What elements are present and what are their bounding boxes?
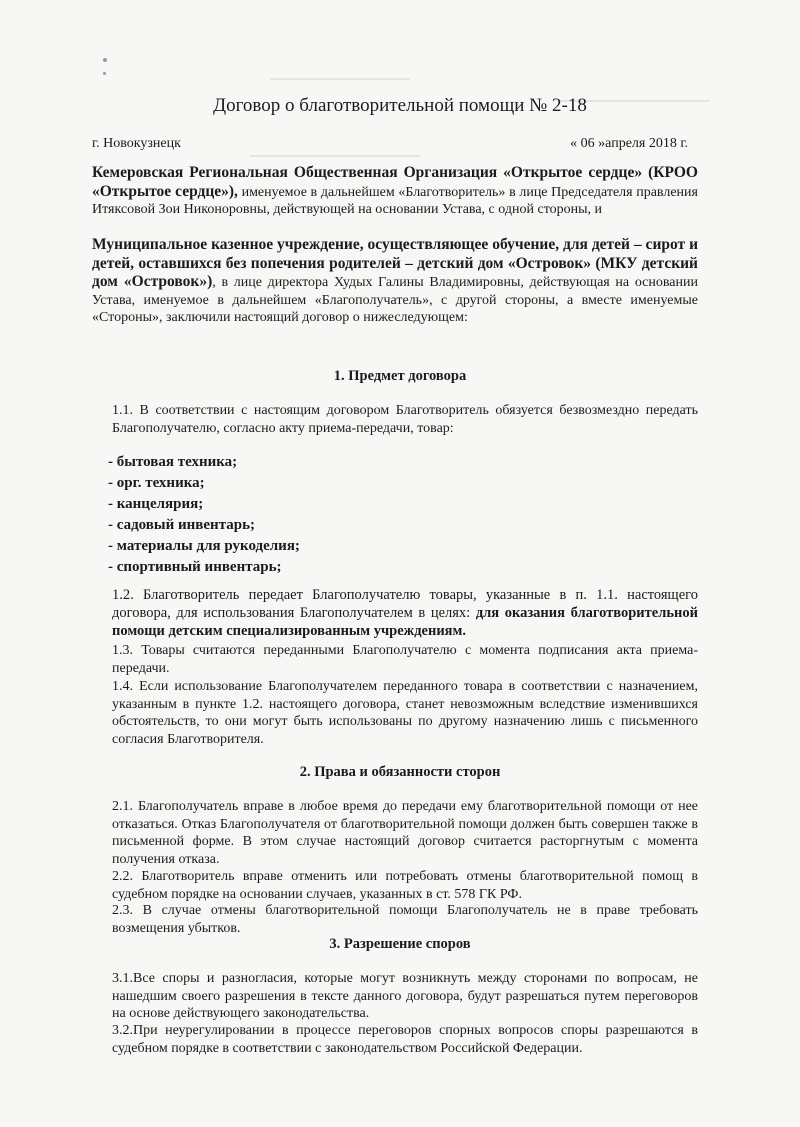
document-date: « 06 »апреля 2018 г. bbox=[570, 136, 688, 151]
clause-3-2: 3.2.При неурегулировании в процессе переговоров спорных вопросов споры разрешаются в судебном порядке в соответствии с законодательством Российской Федерации. bbox=[112, 1023, 698, 1056]
section-1-heading: 1. Предмет договора bbox=[333, 368, 467, 384]
section-2-heading: 2. Права и обязанности сторон bbox=[299, 764, 501, 780]
goods-list-item: - бытовая техника; bbox=[108, 454, 238, 470]
goods-list-item: - орг. техника; bbox=[108, 475, 205, 491]
bleed-through-mark bbox=[250, 155, 420, 157]
document-city: г. Новокузнецк bbox=[92, 136, 181, 151]
document-title: Договор о благотворительной помощи № 2-18 bbox=[213, 95, 587, 116]
clause-2-2: 2.2. Благотворитель вправе отменить или потребовать отмены благотворительной помощ в судебном порядке на основании случаев, указанных в ст. 578 ГК РФ. bbox=[112, 869, 698, 902]
goods-list-item: - материалы для рукоделия; bbox=[108, 538, 300, 554]
clause-1-2 bbox=[112, 586, 698, 640]
recipient-name: Муниципальное казенное учреждение, осуществляющее обучение, для детей – сирот и детей, оставшихся без попечения родителей – детский дом «Островок» (МКУ детский дом «Островок») bbox=[92, 236, 698, 290]
clause-1-4: 1.4. Если использование Благополучателем переданного товара в соответствии с назначением, указанным в пункте 1.2. настоящего договора, станет невозможным вследствие изменившихся обстоятельств, то они могут быть использованы по другому назначению лишь с письменного согласия Благотворителя. bbox=[112, 679, 698, 747]
clause-1-3: 1.3. Товары считаются переданными Благополучателю с момента подписания акта приема-передачи. bbox=[112, 643, 698, 676]
clause-3-1: 3.1.Все споры и разногласия, которые могут возникнуть между сторонами по вопросам, не нашедшим своего разрешения в тексте данного договора, будут разрешаться путем переговоров на основе действующего законодательства. bbox=[112, 971, 698, 1021]
section-3-heading: 3. Разрешение споров bbox=[329, 936, 471, 952]
scan-speck bbox=[103, 72, 106, 75]
clause-2-3: 2.3. В случае отмены благотворительной помощи Благополучатель не в праве требовать возмещения убытков. bbox=[112, 903, 698, 936]
recipient-paragraph bbox=[92, 236, 698, 327]
goods-list bbox=[108, 452, 300, 578]
goods-list-item: - садовый инвентарь; bbox=[108, 517, 256, 533]
clause-1-2-purpose: для оказания благотворительной помощи детским специализированным учреждениям. bbox=[112, 605, 698, 639]
donor-name: Кемеровская Региональная Общественная Организация «Открытое сердце» (КРОО «Открытое сердце»), bbox=[92, 164, 698, 200]
clause-2-1: 2.1. Благополучатель вправе в любое время до передачи ему благотворительной помощи от нее отказаться. Отказ Благополучателя от благотворительной помощи должен быть совершен также в письменной форме. В этом случае настоящий договор считается расторгнутым с момента получения отказа. bbox=[112, 799, 698, 867]
recipient-text: , в лице директора Худых Галины Владимировны, действующая на основании Устава, именуемое в дальнейшем «Благополучатель», с другой стороны, а вместе именуемые «Стороны», заключили настоящий договор о нижеследующем: bbox=[92, 275, 699, 325]
scan-speck bbox=[103, 58, 107, 62]
goods-list-item: - спортивный инвентарь; bbox=[108, 559, 282, 575]
donor-paragraph bbox=[92, 164, 698, 219]
clause-1-1: 1.1. В соответствии с настоящим договором Благотворитель обязуется безвозмездно передать Благополучателю, согласно акту приема-передачи, товар: bbox=[112, 403, 698, 436]
donor-text: именуемое в дальнейшем «Благотворитель» в лице Председателя правления Итяксовой Зои Никоноровны, действующей на основании Устава, с одной стороны, и bbox=[92, 184, 698, 217]
goods-list-item: - канцелярия; bbox=[108, 496, 204, 512]
clause-1-2-text: 1.2. Благотворитель передает Благополучателю товары, указанные в п. 1.1. настоящего договора, для использования Благополучателем в целях: bbox=[112, 587, 698, 621]
bleed-through-mark bbox=[270, 78, 410, 80]
